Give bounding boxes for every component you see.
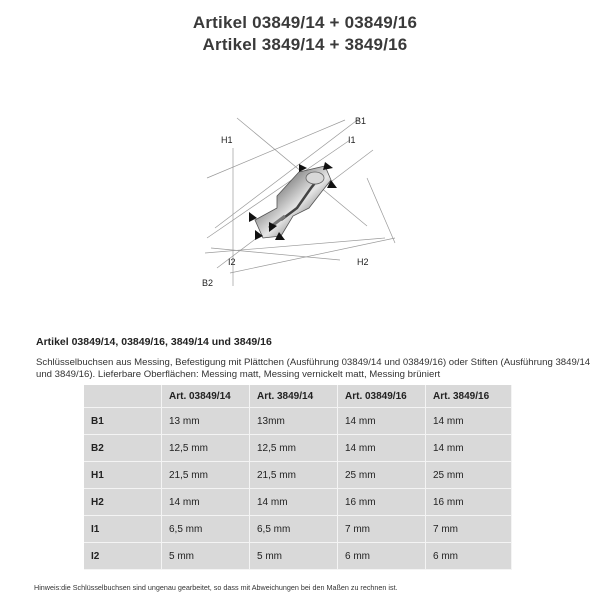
table-cell: 21,5 mm xyxy=(250,462,338,489)
table-cell: 12,5 mm xyxy=(162,435,250,462)
table-cell: 16 mm xyxy=(338,489,426,516)
article-description: Schlüsselbuchsen aus Messing, Befestigung mit Plättchen (Ausführung 03849/14 und 03849/16) oder Stiften (Ausführung 3849/14 und 3849/16). Lieferbare Oberflächen: Messing matt, Messing vernickelt matt, Messing brüniert xyxy=(36,357,591,380)
table-row xyxy=(84,516,512,543)
table-cell: 14 mm xyxy=(250,489,338,516)
title-line-1: Artikel 03849/14 + 03849/16 xyxy=(192,13,418,32)
footer-note: Hinweis:die Schlüsselbuchsen sind ungenau gearbeitet, so dass mit Abweichungen bei den Maßen zu rechnen ist. xyxy=(34,583,398,592)
table-cell: 14 mm xyxy=(426,435,512,462)
table-row xyxy=(84,489,512,516)
dimension-diagram xyxy=(185,108,415,293)
row-label: B1 xyxy=(84,408,162,435)
table-cell: 5 mm xyxy=(162,543,250,570)
table-header-row xyxy=(84,385,512,408)
title-line-2: Artikel 3849/14 + 3849/16 xyxy=(202,35,408,54)
table-cell: 6,5 mm xyxy=(162,516,250,543)
table-cell: 6 mm xyxy=(338,543,426,570)
table-cell: 14 mm xyxy=(338,408,426,435)
table-row xyxy=(84,462,512,489)
table-cell: 5 mm xyxy=(250,543,338,570)
table-cell: 12,5 mm xyxy=(250,435,338,462)
header-art-03849-14: Art. 03849/14 xyxy=(162,385,250,408)
table-cell: 6,5 mm xyxy=(250,516,338,543)
table-cell: 14 mm xyxy=(338,435,426,462)
table-cell: 7 mm xyxy=(338,516,426,543)
table-cell: 25 mm xyxy=(426,462,512,489)
table-row xyxy=(84,543,512,570)
table-row xyxy=(84,435,512,462)
label-b1: B1 xyxy=(355,116,367,126)
row-label: B2 xyxy=(84,435,162,462)
row-label: H2 xyxy=(84,489,162,516)
table-cell: 21,5 mm xyxy=(162,462,250,489)
table-cell: 13 mm xyxy=(162,408,250,435)
header-art-3849-14: Art. 3849/14 xyxy=(250,385,338,408)
label-i2: I2 xyxy=(228,257,236,267)
header-art-03849-16: Art. 03849/16 xyxy=(338,385,426,408)
header-art-3849-16: Art. 3849/16 xyxy=(426,385,512,408)
table-cell: 7 mm xyxy=(426,516,512,543)
row-label: I2 xyxy=(84,543,162,570)
header-empty xyxy=(84,385,162,408)
table-row xyxy=(84,408,512,435)
table-cell: 25 mm xyxy=(338,462,426,489)
label-h2: H2 xyxy=(357,257,369,267)
row-label: I1 xyxy=(84,516,162,543)
dimension-table xyxy=(84,385,512,570)
label-b2: B2 xyxy=(202,278,214,288)
table-cell: 16 mm xyxy=(426,489,512,516)
table-cell: 14 mm xyxy=(162,489,250,516)
label-h1: H1 xyxy=(221,135,233,145)
table-cell: 6 mm xyxy=(426,543,512,570)
table-cell: 14 mm xyxy=(426,408,512,435)
label-i1: I1 xyxy=(348,135,356,145)
key-bush-drawing xyxy=(249,162,337,240)
row-label: H1 xyxy=(84,462,162,489)
table-cell: 13mm xyxy=(250,408,338,435)
article-heading: Artikel 03849/14, 03849/16, 3849/14 und 3849/16 xyxy=(36,336,272,348)
